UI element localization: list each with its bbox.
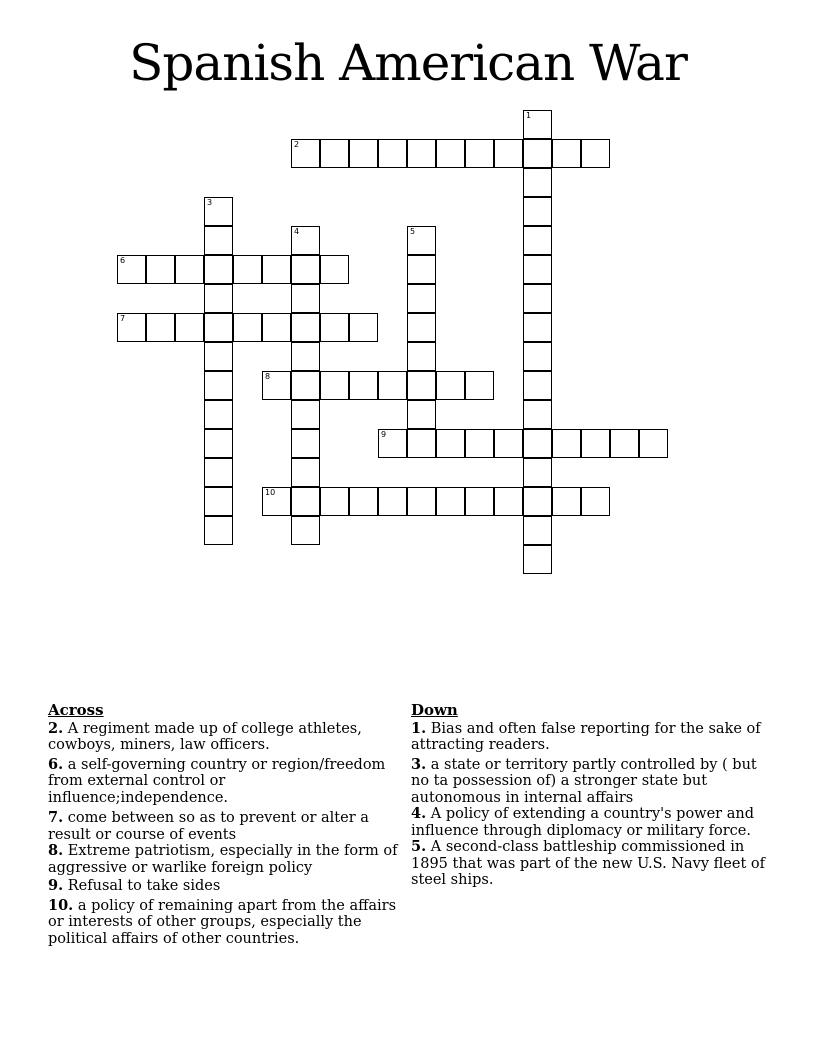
grid-cell[interactable] bbox=[291, 487, 320, 516]
grid-cell[interactable] bbox=[523, 429, 552, 458]
grid-cell[interactable] bbox=[523, 516, 552, 545]
grid-cell[interactable] bbox=[204, 516, 233, 545]
across-clue-6: 6. a self-governing country or region/freedom from external control or influence;independence. bbox=[48, 755, 386, 806]
across-clue-9: 9. Refusal to take sides bbox=[48, 877, 221, 894]
grid-cell[interactable] bbox=[523, 168, 552, 197]
grid-cell[interactable] bbox=[349, 371, 378, 400]
grid-cell[interactable] bbox=[407, 255, 436, 284]
grid-cell[interactable] bbox=[407, 487, 436, 516]
grid-cell[interactable] bbox=[291, 284, 320, 313]
grid-cell[interactable] bbox=[291, 458, 320, 487]
across-heading: Across bbox=[48, 701, 104, 719]
grid-cell[interactable] bbox=[378, 139, 407, 168]
grid-cell[interactable] bbox=[320, 139, 349, 168]
grid-cell[interactable] bbox=[146, 255, 175, 284]
grid-cell[interactable] bbox=[204, 400, 233, 429]
grid-cell[interactable] bbox=[204, 226, 233, 255]
grid-cell[interactable] bbox=[233, 255, 262, 284]
grid-cell[interactable] bbox=[436, 487, 465, 516]
grid-cell[interactable] bbox=[262, 313, 291, 342]
clue-number: 10 bbox=[265, 488, 276, 497]
grid-cell[interactable] bbox=[204, 255, 233, 284]
grid-cell[interactable] bbox=[581, 139, 610, 168]
grid-cell[interactable] bbox=[349, 487, 378, 516]
clue-number: 3 bbox=[207, 198, 213, 207]
grid-cell[interactable] bbox=[291, 313, 320, 342]
grid-cell[interactable] bbox=[523, 255, 552, 284]
grid-cell[interactable] bbox=[262, 371, 291, 400]
clue-number: 5 bbox=[410, 227, 416, 236]
clue-number: 9 bbox=[381, 430, 387, 439]
down-clues bbox=[411, 702, 767, 892]
grid-cell[interactable] bbox=[523, 110, 552, 139]
grid-cell[interactable] bbox=[523, 487, 552, 516]
down-clue-4: 4. A policy of extending a country's power and influence through diplomacy or military force. bbox=[411, 805, 754, 839]
grid-cell[interactable] bbox=[494, 429, 523, 458]
grid-cell[interactable] bbox=[407, 400, 436, 429]
down-clue-3: 3. a state or territory partly controlled by ( but no ta possession of) a stronger state but autonomous in internal affairs bbox=[411, 755, 757, 806]
grid-cell[interactable] bbox=[523, 371, 552, 400]
grid-cell[interactable] bbox=[465, 371, 494, 400]
grid-cell[interactable] bbox=[581, 429, 610, 458]
across-clue-7: 7. come between so as to prevent or alter a result or course of events bbox=[48, 809, 369, 843]
across-clue-10: 10. a policy of remaining apart from the affairs or interests of other groups, especially the political affairs of other countries. bbox=[48, 896, 397, 947]
grid-cell[interactable] bbox=[204, 197, 233, 226]
grid-cell[interactable] bbox=[552, 487, 581, 516]
grid-cell[interactable] bbox=[349, 313, 378, 342]
grid-cell[interactable] bbox=[465, 429, 494, 458]
across-clue-2: 2. A regiment made up of college athletes, cowboys, miners, law officers. bbox=[48, 719, 362, 753]
grid-cell[interactable] bbox=[552, 429, 581, 458]
grid-cell[interactable] bbox=[204, 313, 233, 342]
grid-cell[interactable] bbox=[204, 458, 233, 487]
grid-cell[interactable] bbox=[291, 516, 320, 545]
grid-cell[interactable] bbox=[523, 400, 552, 429]
grid-cell[interactable] bbox=[436, 139, 465, 168]
grid-cell[interactable] bbox=[146, 313, 175, 342]
grid-cell[interactable] bbox=[291, 255, 320, 284]
across-clues bbox=[48, 702, 400, 950]
grid-cell[interactable] bbox=[233, 313, 262, 342]
grid-cell[interactable] bbox=[523, 313, 552, 342]
grid-cell[interactable] bbox=[175, 255, 204, 284]
clue-number: 8 bbox=[265, 372, 271, 381]
grid-cell[interactable] bbox=[378, 429, 407, 458]
grid-cell[interactable] bbox=[523, 545, 552, 574]
grid-cell[interactable] bbox=[465, 487, 494, 516]
grid-cell[interactable] bbox=[610, 429, 639, 458]
grid-cell[interactable] bbox=[552, 139, 581, 168]
grid-cell[interactable] bbox=[465, 139, 494, 168]
grid-cell[interactable] bbox=[349, 139, 378, 168]
grid-cell[interactable] bbox=[407, 226, 436, 255]
grid-cell[interactable] bbox=[407, 313, 436, 342]
grid-cell[interactable] bbox=[320, 487, 349, 516]
grid-cell[interactable] bbox=[204, 342, 233, 371]
grid-cell[interactable] bbox=[407, 371, 436, 400]
grid-cell[interactable] bbox=[204, 487, 233, 516]
grid-cell[interactable] bbox=[262, 487, 291, 516]
grid-cell[interactable] bbox=[204, 371, 233, 400]
grid-cell[interactable] bbox=[494, 487, 523, 516]
grid-cell[interactable] bbox=[523, 458, 552, 487]
grid-cell[interactable] bbox=[291, 342, 320, 371]
grid-cell[interactable] bbox=[320, 371, 349, 400]
clue-number: 4 bbox=[294, 227, 300, 236]
down-heading: Down bbox=[411, 701, 458, 719]
clue-number: 2 bbox=[294, 140, 300, 149]
grid-cell[interactable] bbox=[407, 139, 436, 168]
clue-number: 7 bbox=[120, 314, 126, 323]
grid-cell[interactable] bbox=[494, 139, 523, 168]
clue-number: 1 bbox=[526, 111, 532, 120]
grid-cell[interactable] bbox=[523, 139, 552, 168]
grid-cell[interactable] bbox=[204, 429, 233, 458]
grid-cell[interactable] bbox=[378, 371, 407, 400]
grid-cell[interactable] bbox=[204, 284, 233, 313]
grid-cell[interactable] bbox=[581, 487, 610, 516]
grid-cell[interactable] bbox=[291, 139, 320, 168]
down-clue-5: 5. A second-class battleship commissioned in 1895 that was part of the new U.S. Navy fleet of steel ships. bbox=[411, 838, 765, 888]
grid-cell[interactable] bbox=[523, 226, 552, 255]
grid-cell[interactable] bbox=[523, 284, 552, 313]
grid-cell[interactable] bbox=[407, 284, 436, 313]
grid-cell[interactable] bbox=[639, 429, 668, 458]
grid-cell[interactable] bbox=[320, 313, 349, 342]
grid-cell[interactable] bbox=[523, 197, 552, 226]
grid-cell[interactable] bbox=[262, 255, 291, 284]
clue-number: 6 bbox=[120, 256, 126, 265]
grid-cell[interactable] bbox=[378, 487, 407, 516]
grid-cell[interactable] bbox=[291, 371, 320, 400]
grid-cell[interactable] bbox=[320, 255, 349, 284]
down-clue-1: 1. Bias and often false reporting for the sake of attracting readers. bbox=[411, 719, 761, 753]
grid-cell[interactable] bbox=[523, 342, 552, 371]
grid-cell[interactable] bbox=[407, 429, 436, 458]
grid-cell[interactable] bbox=[407, 342, 436, 371]
grid-cell[interactable] bbox=[117, 313, 146, 342]
grid-cell[interactable] bbox=[436, 371, 465, 400]
grid-cell[interactable] bbox=[291, 429, 320, 458]
grid-cell[interactable] bbox=[175, 313, 204, 342]
grid-cell[interactable] bbox=[117, 255, 146, 284]
grid-cell[interactable] bbox=[436, 429, 465, 458]
grid-cell[interactable] bbox=[291, 400, 320, 429]
across-clue-8: 8. Extreme patriotism, especially in the form of aggressive or warlike foreign policy bbox=[48, 842, 398, 876]
grid-cell[interactable] bbox=[291, 226, 320, 255]
puzzle-title: Spanish American War bbox=[129, 34, 687, 92]
